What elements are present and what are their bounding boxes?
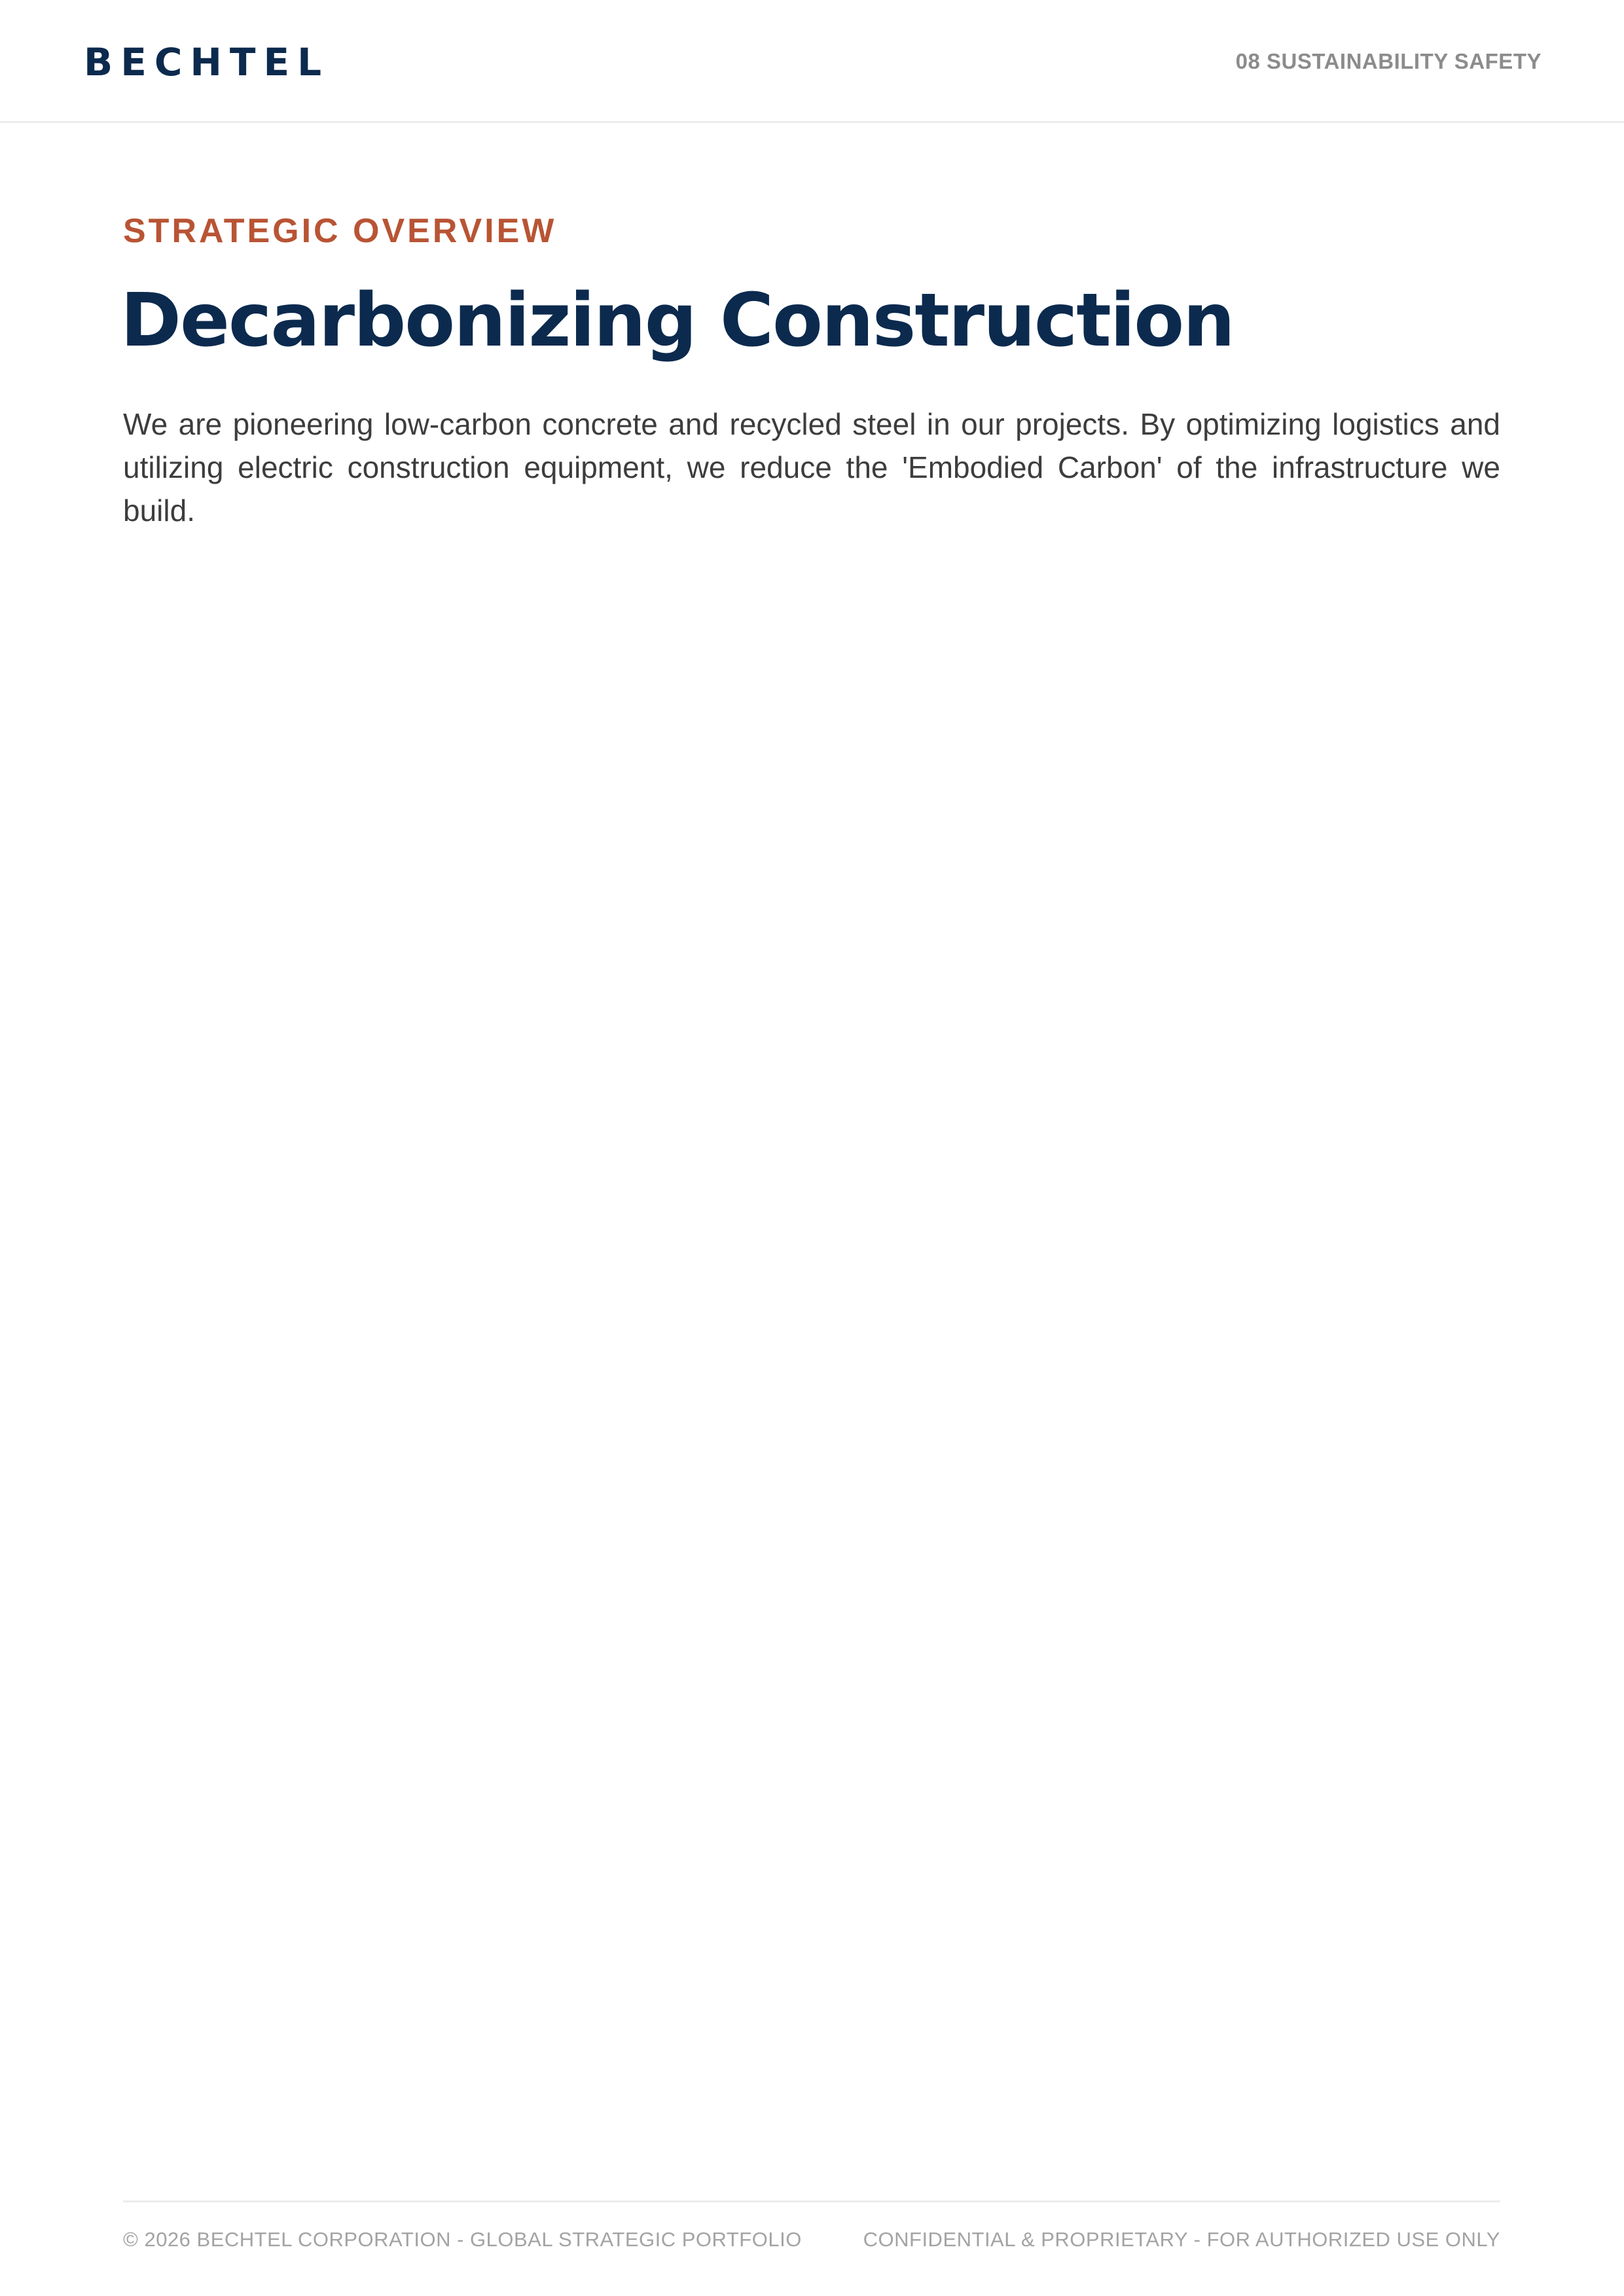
bechtel-logo: BECHTEL xyxy=(84,40,330,84)
body-paragraph: We are pioneering low-carbon concrete and recycled steel in our projects. By optimizing logistics and utilizing electric construction equipment, we reduce the 'Embodied Carbon' of the infrastructure we build. xyxy=(123,407,1500,528)
footer-divider xyxy=(123,2200,1500,2202)
footer-confidential: CONFIDENTIAL & PROPRIETARY - FOR AUTHORIZED USE ONLY xyxy=(863,2228,1500,2251)
page-header xyxy=(0,0,1624,123)
section-reference: 08 SUSTAINABILITY SAFETY xyxy=(1235,49,1542,73)
page-title: Decarbonizing Construction xyxy=(120,278,1234,363)
footer-copyright: © 2026 BECHTEL CORPORATION - GLOBAL STRATEGIC PORTFOLIO xyxy=(123,2228,802,2251)
section-eyebrow: STRATEGIC OVERVIEW xyxy=(123,212,557,250)
